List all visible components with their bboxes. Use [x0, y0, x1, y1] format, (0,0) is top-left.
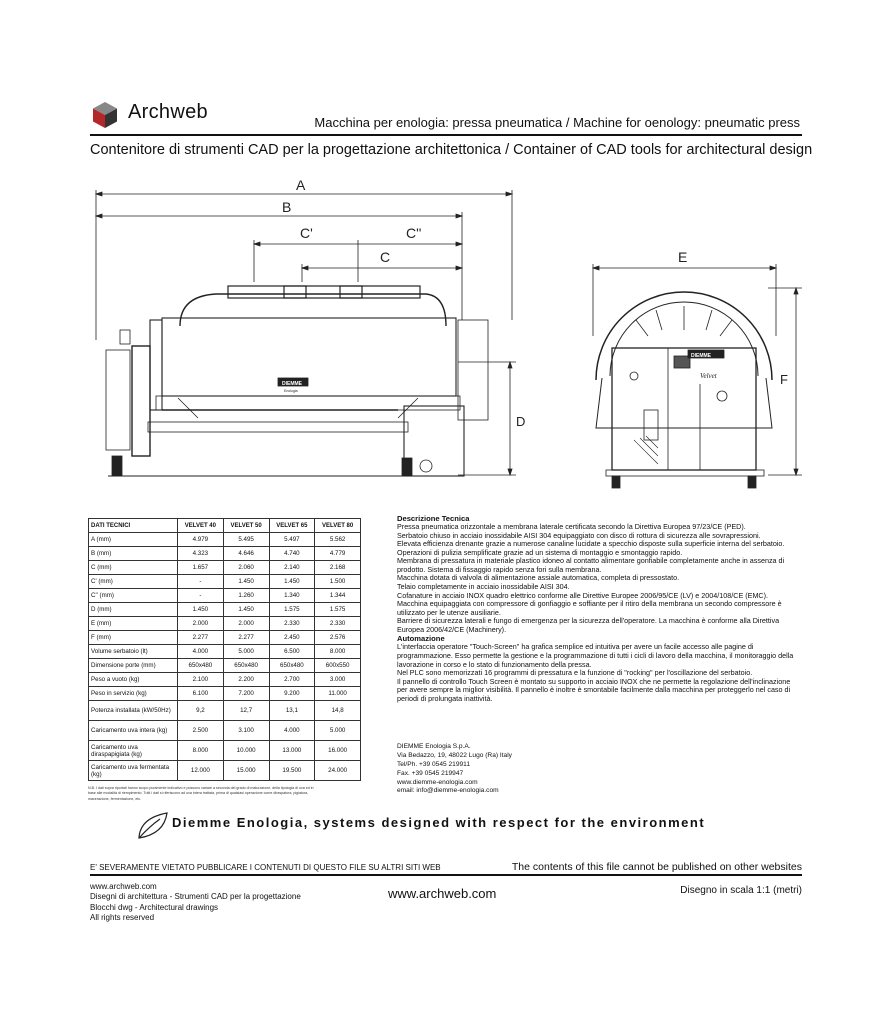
- row-value: 10.000: [223, 741, 269, 761]
- table-row: [89, 617, 361, 631]
- row-value: 650x480: [269, 659, 315, 673]
- dim-label-c: C: [380, 249, 391, 265]
- technical-description: [397, 514, 802, 703]
- table-row: [89, 701, 361, 721]
- footer-line: Blocchi dwg - Architectural drawings: [90, 902, 219, 912]
- row-value: 2.330: [269, 617, 315, 631]
- contact-line: DIEMME Enologia S.p.A.: [397, 743, 471, 750]
- table-row: [89, 645, 361, 659]
- description-paragraph: Elevata efficienza drenante grazie a numerose canaline lucidate a specchio disposte sulla superficie interna del serbatoio. Operazioni di pulizia semplificate grazie ad un sistema di montaggio e smontaggio rapido.: [397, 539, 785, 557]
- row-value: 8.000: [178, 741, 224, 761]
- row-label: Peso a vuoto (kg): [89, 673, 178, 687]
- table-row: [89, 659, 361, 673]
- dim-label-d: D: [516, 414, 526, 429]
- row-value: 2.450: [269, 631, 315, 645]
- row-value: 4.979: [178, 533, 224, 547]
- row-value: 4.323: [178, 547, 224, 561]
- automation-paragraph: L'interfaccia operatore "Touch-Screen" ha grafica semplice ed intuitiva per avere un facile accesso alle pagine di programmazione. Esso permette la gestione e la programmazione di tutti i cicli di lavoro della macchina, il monitoraggio della lavorazione in corso e lo stato di funzionamento della pressa.: [397, 642, 794, 669]
- row-value: 1.450: [178, 603, 224, 617]
- row-value: 5.000: [315, 721, 361, 741]
- row-value: 2.277: [178, 631, 224, 645]
- row-value: 19.500: [269, 761, 315, 781]
- automation-paragraphs: [397, 643, 802, 703]
- row-value: 1.260: [223, 589, 269, 603]
- header-cell: VELVET 50: [223, 519, 269, 533]
- description-heading: Descrizione Tecnica: [397, 514, 470, 523]
- row-value: 13.000: [269, 741, 315, 761]
- press-cad-drawing: [88, 170, 808, 500]
- row-value: 4.000: [178, 645, 224, 659]
- table-row: [89, 589, 361, 603]
- dim-label-b: B: [282, 199, 292, 215]
- front-brand-plate: DIEMME: [691, 353, 711, 359]
- row-value: 2.000: [223, 617, 269, 631]
- table-row: [89, 547, 361, 561]
- contact-line: email: info@diemme-enologia.com: [397, 787, 499, 795]
- automation-paragraph: Il pannello di controllo Touch Screen è montato su supporto in acciaio INOX che ne permette la regolazione dell'inclinazione per avere sempre la miglior visibilità. Il pannello è inoltre è smontabile facilmente dalla macchina per proteggerlo nel caso di periodi di prolungata inattività.: [397, 676, 791, 703]
- row-value: 24.000: [315, 761, 361, 781]
- copyright-warning-it: E' SEVERAMENTE VIETATO PUBBLICARE I CONTENUTI DI QUESTO FILE SU ALTRI SITI WEB: [90, 863, 441, 872]
- row-label: Caricamento uva intera (kg): [89, 721, 178, 741]
- row-value: 11.000: [315, 687, 361, 701]
- row-value: 14,8: [315, 701, 361, 721]
- header-cell: VELVET 80: [315, 519, 361, 533]
- row-label: C' (mm): [89, 575, 178, 589]
- scale-note: Disegno in scala 1:1 (metri): [680, 885, 802, 896]
- dim-label-c1: C': [300, 225, 313, 241]
- description-paragraph: Cofanature in acciaio INOX quadro elettrico conforme alle Direttive Europee 2006/95/CE (LV) e 2004/108/CE (EMC).: [397, 590, 769, 600]
- row-value: 1.340: [269, 589, 315, 603]
- description-paragraph: Pressa pneumatica orizzontale a membrana laterale certificata secondo la Direttiva Europea 97/23/CE (PED).: [397, 522, 746, 532]
- row-value: 12,7: [223, 701, 269, 721]
- page-subtitle: Contenitore di strumenti CAD per la progettazione architettonica / Container of CAD tools for architectural design: [90, 142, 813, 158]
- contact-line: Fax. +39 0545 219947: [397, 769, 464, 777]
- table-row: [89, 761, 361, 781]
- side-brand-plate: DIEMME: [282, 381, 302, 387]
- row-value: 1.500: [315, 575, 361, 589]
- row-label: C (mm): [89, 561, 178, 575]
- header-cell: DATI TECNICI: [89, 519, 178, 533]
- archweb-logo-icon: [92, 101, 118, 129]
- row-value: 1.657: [178, 561, 224, 575]
- row-value: 2.277: [223, 631, 269, 645]
- row-value: 12.000: [178, 761, 224, 781]
- model-script-text: Velvet: [700, 372, 717, 380]
- row-value: -: [178, 589, 224, 603]
- leaf-icon: [136, 810, 170, 840]
- row-value: 1.450: [223, 603, 269, 617]
- row-value: 2.576: [315, 631, 361, 645]
- row-label: Potenza installata (kW/50Hz): [89, 701, 178, 721]
- automation-paragraph: Nel PLC sono memorizzati 16 programmi di pressatura e la funzione di "rocking" per l'oscillazione del serbatoio.: [397, 668, 753, 678]
- row-label: Dimensione porte (mm): [89, 659, 178, 673]
- row-label: Volume serbatoio (lt): [89, 645, 178, 659]
- table-row: [89, 561, 361, 575]
- dim-label-a: A: [296, 177, 306, 193]
- brand-name: Archweb: [128, 101, 208, 123]
- dim-label-c2: C'': [406, 225, 422, 241]
- table-row: [89, 631, 361, 645]
- row-value: 650x480: [178, 659, 224, 673]
- header-cell: VELVET 65: [269, 519, 315, 533]
- row-value: 5.562: [315, 533, 361, 547]
- row-value: 2.060: [223, 561, 269, 575]
- footer-line: www.archweb.com: [90, 882, 157, 891]
- row-value: 1.344: [315, 589, 361, 603]
- row-label: Caricamento uva fermentata (kg): [89, 761, 178, 781]
- header-divider: [90, 134, 802, 136]
- description-paragraph: Membrana di pressatura in materiale plastico idoneo al contatto alimentare gonfiabile completamente anche in assenza di prodotto. Sistema di fissaggio rapido senza fori sulla membrana.: [397, 556, 785, 574]
- tech-data-table: [88, 518, 361, 781]
- dim-label-e: E: [678, 249, 688, 265]
- row-value: -: [178, 575, 224, 589]
- press-front-view: [596, 292, 772, 488]
- row-value: 16.000: [315, 741, 361, 761]
- row-value: 1.575: [315, 603, 361, 617]
- row-value: 2.140: [269, 561, 315, 575]
- dim-label-f: F: [780, 372, 788, 387]
- company-contact: [397, 743, 512, 796]
- row-label: C'' (mm): [89, 589, 178, 603]
- row-value: 3.100: [223, 721, 269, 741]
- row-value: 9,2: [178, 701, 224, 721]
- footer-website-link[interactable]: www.archweb.com: [388, 886, 497, 901]
- row-value: 13,1: [269, 701, 315, 721]
- row-value: 5.000: [223, 645, 269, 659]
- table-row: [89, 687, 361, 701]
- table-row: [89, 603, 361, 617]
- footer-line: All rights reserved: [90, 913, 155, 923]
- slogan-text: Diemme Enologia, systems designed with respect for the environment: [172, 815, 706, 830]
- table-row: [89, 575, 361, 589]
- row-value: 2.000: [178, 617, 224, 631]
- description-paragraph: Telaio completamente in acciaio inossidabile AISI 304.: [397, 581, 570, 591]
- contact-line: www.diemme-enologia.com: [397, 778, 478, 786]
- header-cell: VELVET 40: [178, 519, 224, 533]
- automation-heading: Automazione: [397, 634, 445, 644]
- row-label: F (mm): [89, 631, 178, 645]
- page-title: Macchina per enologia: pressa pneumatica / Machine for oenology: pneumatic press: [314, 115, 800, 130]
- description-paragraph: Barriere di sicurezza laterali e fungo di emergenza per la sicurezza dell'operatore. La macchina è conforme alla Direttiva Europea 2006/42/CE (Machinery).: [397, 616, 780, 634]
- row-value: 15.000: [223, 761, 269, 781]
- row-value: 2.330: [315, 617, 361, 631]
- row-value: 1.450: [269, 575, 315, 589]
- row-label: A (mm): [89, 533, 178, 547]
- description-paragraph: Macchina equipaggiata con compressore di gonfiaggio e soffiante per il ritiro della membrana un secondo compressore è utilizzato per le utenze ausiliarie.: [397, 599, 782, 617]
- row-value: 2.100: [178, 673, 224, 687]
- table-note: N.B. I dati sopra riportati hanno scopo puramente indicativo e possono variare a seconda del grado di maturazione, della tipologia di uva ed in base alle modalità di riempimento. Tutti i dati si riferiscono ad uva intera trattata, prima di qualsiasi operazione come diraspatura, pigiatura, macerazione, fermentazione, etc.: [88, 786, 314, 801]
- table-row: [89, 721, 361, 741]
- row-value: 5.495: [223, 533, 269, 547]
- row-value: 4.779: [315, 547, 361, 561]
- contact-line: Tel/Ph. +39 0545 219911: [397, 760, 471, 768]
- row-value: 5.497: [269, 533, 315, 547]
- description-paragraph: Macchina dotata di valvola di alimentazione assiale automatica, completa di pressostato.: [397, 573, 680, 583]
- row-value: 600x550: [315, 659, 361, 673]
- row-value: 1.575: [269, 603, 315, 617]
- row-value: 2.168: [315, 561, 361, 575]
- row-label: Caricamento uva diraspapigiata (kg): [89, 741, 178, 761]
- footer-divider: [90, 874, 802, 876]
- row-value: 6.100: [178, 687, 224, 701]
- row-value: 1.450: [223, 575, 269, 589]
- press-side-view: [106, 286, 488, 476]
- table-row: [89, 533, 361, 547]
- row-value: 3.000: [315, 673, 361, 687]
- row-label: B (mm): [89, 547, 178, 561]
- row-value: 2.500: [178, 721, 224, 741]
- footer-line: Disegni di architettura - Strumenti CAD per la progettazione: [90, 892, 301, 902]
- row-value: 7.200: [223, 687, 269, 701]
- row-value: 650x480: [223, 659, 269, 673]
- table-row: [89, 673, 361, 687]
- row-label: E (mm): [89, 617, 178, 631]
- side-brand-plate-sub: Enologia: [284, 389, 298, 393]
- contact-line: Via Bedazzo, 19, 48022 Lugo (Ra) Italy: [397, 751, 512, 759]
- row-value: 9.200: [269, 687, 315, 701]
- row-value: 4.740: [269, 547, 315, 561]
- row-value: 4.000: [269, 721, 315, 741]
- description-paragraph: Serbatoio chiuso in acciaio inossidabile AISI 304 equipaggiato con disco di rottura di sicurezza alle sovrapressioni.: [397, 530, 761, 540]
- row-value: 2.700: [269, 673, 315, 687]
- table-row: [89, 741, 361, 761]
- row-value: 4.646: [223, 547, 269, 561]
- row-value: 8.000: [315, 645, 361, 659]
- table-header-row: [89, 519, 361, 533]
- row-value: 2.200: [223, 673, 269, 687]
- row-label: Peso in servizio (kg): [89, 687, 178, 701]
- copyright-warning-en: The contents of this file cannot be published on other websites: [511, 861, 802, 873]
- description-paragraphs: [397, 523, 802, 634]
- row-value: 6.500: [269, 645, 315, 659]
- footer-info: [90, 882, 301, 924]
- row-label: D (mm): [89, 603, 178, 617]
